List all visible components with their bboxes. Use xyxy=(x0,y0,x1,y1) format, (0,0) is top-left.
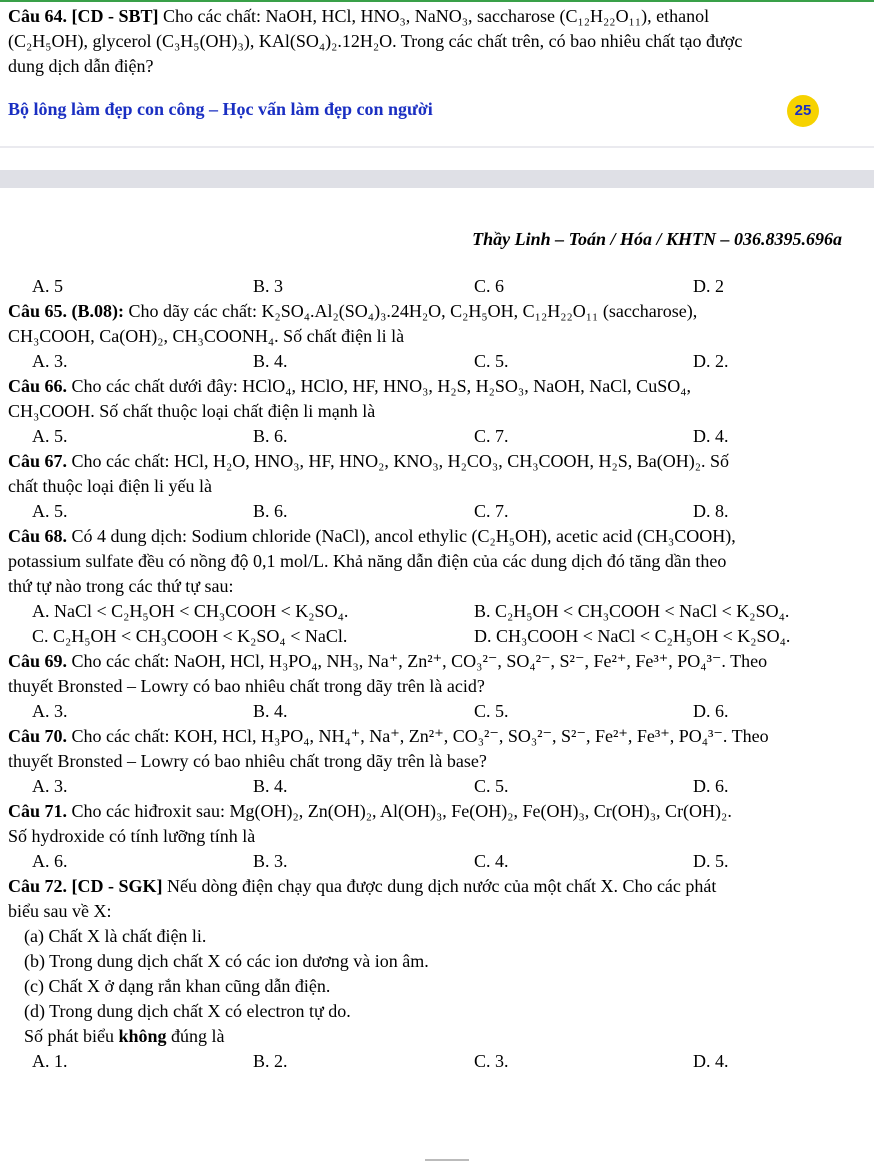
question-64-line3: dung dịch dẫn điện? xyxy=(8,56,154,76)
option-c: C. 5. xyxy=(474,701,509,721)
question-68 xyxy=(8,524,868,548)
page-footer: Thầy Linh – Toán / Hóa / KHTN – 036.8395.696a xyxy=(472,229,842,249)
option-b: B. C₂H₅OH < CH₃COOH < NaCl < K₂SO₄. xyxy=(474,601,790,621)
top-border-line xyxy=(0,0,874,2)
option-c: C. 3. xyxy=(474,1051,509,1071)
scroll-indicator xyxy=(425,1159,469,1161)
question-72-line2: biểu sau về X: xyxy=(8,901,112,921)
question-66 xyxy=(8,374,868,398)
statement-c: (c) Chất X ở dạng rắn khan cũng dẫn điện. xyxy=(24,976,331,996)
page-number-badge: 25 xyxy=(787,95,819,127)
question-67-line2: chất thuộc loại điện li yếu là xyxy=(8,476,212,496)
ask-prefix: Số phát biểu xyxy=(24,1026,114,1046)
page-divider xyxy=(0,170,874,188)
ask-emphasis: không xyxy=(118,1026,167,1046)
ask-suffix: đúng là xyxy=(171,1026,225,1046)
option-a: A. 3. xyxy=(32,351,68,371)
divider-line xyxy=(0,146,874,148)
option-d: D. 6. xyxy=(693,776,729,796)
question-67 xyxy=(8,449,868,473)
option-c: C. 7. xyxy=(474,501,509,521)
question-71-line2: Số hydroxide có tính lưỡng tính là xyxy=(8,826,256,846)
question-64-line2: (C₂H₅OH), glycerol (C₃H₅(OH)₃), KAl(SO₄)₂.12H₂O. Trong các chất trên, có bao nhiêu chất tạo được xyxy=(8,31,743,51)
question-label: Câu 72. xyxy=(8,876,68,896)
option-c: C. 7. xyxy=(474,426,509,446)
question-label: Câu 68. xyxy=(8,526,68,546)
option-d: D. 5. xyxy=(693,851,729,871)
option-d: D. 6. xyxy=(693,701,729,721)
option-b: B. 4. xyxy=(253,351,288,371)
option-d: D. 2 xyxy=(693,276,724,296)
option-b: B. 6. xyxy=(253,501,288,521)
question-label: Câu 70. xyxy=(8,726,68,746)
statement-b: (b) Trong dung dịch chất X có các ion dương và ion âm. xyxy=(24,951,429,971)
option-b: B. 3 xyxy=(253,276,284,296)
option-a: A. 5 xyxy=(32,276,63,296)
statement-a: (a) Chất X là chất điện li. xyxy=(24,926,207,946)
option-a: A. 5. xyxy=(32,501,68,521)
question-71 xyxy=(8,799,868,823)
option-a: A. 1. xyxy=(32,1051,68,1071)
question-text: Cho các chất: NaOH, HCl, H₃PO₄, NH₃, Na⁺, Zn²⁺, CO₃²⁻, SO₄²⁻, S²⁻, Fe²⁺, Fe³⁺, PO₄³⁻. Theo xyxy=(71,651,768,671)
question-66-line2: CH₃COOH. Số chất thuộc loại chất điện li mạnh là xyxy=(8,401,376,421)
question-label: Câu 71. xyxy=(8,801,68,821)
option-c: C. 5. xyxy=(474,351,509,371)
option-d: D. CH₃COOH < NaCl < C₂H₅OH < K₂SO₄. xyxy=(474,626,791,646)
question-text: Có 4 dung dịch: Sodium chloride (NaCl), ancol ethylic (C₂H₅OH), acetic acid (CH₃COOH), xyxy=(71,526,736,546)
question-text: Cho dãy các chất: K₂SO₄.Al₂(SO₄)₃.24H₂O, C₂H₅OH, C₁₂H₂₂O₁₁ (saccharose), xyxy=(128,301,698,321)
option-b: B. 3. xyxy=(253,851,288,871)
question-70 xyxy=(8,724,868,748)
question-label: Câu 67. xyxy=(8,451,68,471)
question-label: Câu 65. xyxy=(8,301,68,321)
question-label: Câu 69. xyxy=(8,651,68,671)
option-a: A. 3. xyxy=(32,776,68,796)
question-source-tag: [CD - SBT] xyxy=(71,6,159,26)
question-64 xyxy=(8,4,868,28)
ad-banner-text[interactable]: Bộ lông làm đẹp con công – Học vấn làm đẹp con người xyxy=(8,99,433,119)
question-69 xyxy=(8,649,868,673)
question-69-line2: thuyết Bronsted – Lowry có bao nhiêu chất trong dãy trên là acid? xyxy=(8,676,485,696)
question-text: Nếu dòng điện chạy qua được dung dịch nước của một chất X. Cho các phát xyxy=(167,876,717,896)
question-text: Cho các hiđroxit sau: Mg(OH)₂, Zn(OH)₂, Al(OH)₃, Fe(OH)₂, Fe(OH)₃, Cr(OH)₃, Cr(OH)₂. xyxy=(71,801,732,821)
question-70-line2: thuyết Bronsted – Lowry có bao nhiêu chất trong dãy trên là base? xyxy=(8,751,487,771)
question-68-line2: potassium sulfate đều có nồng độ 0,1 mol/L. Khả năng dẫn điện của các dung dịch đó tăng dần theo xyxy=(8,551,727,571)
question-source-tag: [CD - SGK] xyxy=(71,876,163,896)
question-source-tag: (B.08): xyxy=(71,301,125,321)
option-d: D. 8. xyxy=(693,501,729,521)
option-d: D. 4. xyxy=(693,1051,729,1071)
question-text: Cho các chất: NaOH, HCl, HNO₃, NaNO₃, saccharose (C₁₂H₂₂O₁₁), ethanol xyxy=(163,6,710,26)
option-d: D. 4. xyxy=(693,426,729,446)
option-a: A. 3. xyxy=(32,701,68,721)
question-65 xyxy=(8,299,868,323)
statement-d: (d) Trong dung dịch chất X có electron tự do. xyxy=(24,1001,351,1021)
option-b: B. 4. xyxy=(253,776,288,796)
question-label: Câu 64. xyxy=(8,6,68,26)
question-label: Câu 66. xyxy=(8,376,68,396)
option-c: C. 4. xyxy=(474,851,509,871)
option-a: A. 5. xyxy=(32,426,68,446)
question-text: Cho các chất: KOH, HCl, H₃PO₄, NH₄⁺, Na⁺, Zn²⁺, CO₃²⁻, SO₃²⁻, S²⁻, Fe²⁺, Fe³⁺, PO₄³⁻. Theo xyxy=(71,726,769,746)
option-b: B. 4. xyxy=(253,701,288,721)
question-65-line2: CH₃COOH, Ca(OH)₂, CH₃COONH₄. Số chất điện li là xyxy=(8,326,405,346)
option-c: C. 5. xyxy=(474,776,509,796)
option-d: D. 2. xyxy=(693,351,729,371)
question-72 xyxy=(8,874,868,898)
option-b: B. 2. xyxy=(253,1051,288,1071)
option-b: B. 6. xyxy=(253,426,288,446)
option-a: A. NaCl < C₂H₅OH < CH₃COOH < K₂SO₄. xyxy=(32,601,349,621)
option-c: C. 6 xyxy=(474,276,505,296)
question-72-ask xyxy=(24,1024,225,1048)
option-c: C. C₂H₅OH < CH₃COOH < K₂SO₄ < NaCl. xyxy=(32,626,348,646)
question-68-line3: thứ tự nào trong các thứ tự sau: xyxy=(8,576,234,596)
option-a: A. 6. xyxy=(32,851,68,871)
question-text: Cho các chất: HCl, H₂O, HNO₃, HF, HNO₂, KNO₃, H₂CO₃, CH₃COOH, H₂S, Ba(OH)₂. Số xyxy=(71,451,730,471)
question-text: Cho các chất dưới đây: HClO₄, HClO, HF, HNO₃, H₂S, H₂SO₃, NaOH, NaCl, CuSO₄, xyxy=(71,376,691,396)
